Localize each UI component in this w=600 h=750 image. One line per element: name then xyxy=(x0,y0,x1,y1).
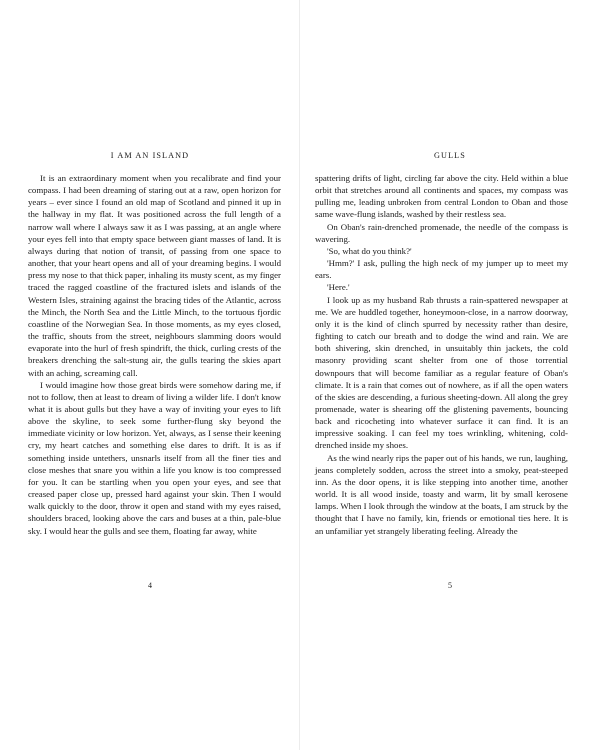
right-page xyxy=(300,0,600,750)
running-head: I AM AN ISLAND xyxy=(110,151,190,160)
paragraph: 'Hmm?' I ask, pulling the high neck of my jumper up to meet my ears. xyxy=(315,258,568,281)
body-text xyxy=(28,172,281,537)
paragraph: As the wind nearly rips the paper out of his hands, we run, laughing, jeans completely sodden, across the street into a smoky, peat-steeped inn. As the door opens, it is like stepping into another time, another world. It is all wood inside, toasty and warm, lit by small kerosene lamps. When I look through the window at the boats, I am struck by the thought that I have no family, kin, friends or emotional ties here. It is an unfamiliar yet strangely liberating feeling. Already the xyxy=(315,452,568,536)
paragraph: On Oban's rain-drenched promenade, the needle of the compass is wavering. xyxy=(315,221,568,244)
paragraph: I look up as my husband Rab thrusts a rain-spattered newspaper at me. We are huddled together, honeymoon-close, in a narrow doorway, only it is the kind of clinch spurred by necessity rather than desire, fighting to catch our breath and to dodge the wind and rain. We are both shivering, skin drenched, in unsuitably thin jackets, the cold masonry providing scant shelter from one of those torrential downpours that will become familiar as a regular feature of Oban's climate. It is a rain that comes out of nowhere, as if all the open waters of the skies are descending, a furious sheeting-down. All along the grey promenade, water is shearing off the glistening pavements, bouncing back and ricocheting into whatever surface it can find. It is an impressive soaking. I can feel my toes wrinkling, whitening, cold-drenched inside my shoes. xyxy=(315,294,568,451)
page-number: 5 xyxy=(448,581,452,590)
paragraph: 'So, what do you think?' xyxy=(327,245,412,256)
paragraph: 'Here.' xyxy=(327,282,350,293)
page-number: 4 xyxy=(148,581,152,590)
body-text xyxy=(315,172,568,537)
paragraph: It is an extraordinary moment when you recalibrate and find your compass. I had been dreaming of staring out at a raw, open horizon for years – ever since I found an old map of Scotland and pinned it up in the hallway in my flat. It was positioned across the full length of a narrow wall where I always saw it as I was passing, at an angle where your eyes fell into that empty space between giant masses of land. It is always during that notion of transit, of passing from one space to another, that your heart opens and all of your dreaming begins. I would press my nose to that thick paper, inhaling its musty scent, as my finger traced the ragged coastline of the fractured islets and islands of the Western Isles, straining against the bracing tides of the Atlantic, across the Minch, the North Sea and the Little Minch, to the tortuous fjordic coastline of the Norwegian Sea. In those moments, as my eyes closed, the traffic, shouts from the street, neighbours slamming doors would evaporate into the hurl of fresh spindrift, the thick, curling crests of the breakers drenching the salt-stung air, the gulls tearing the skies apart with an aching, screaming call. xyxy=(28,173,281,378)
paragraph: spattering drifts of light, circling far above the city. Held within a blue orbit that stretches around all continents and spaces, my compass was pulling me, leading unbroken from central London to Oban and those same wave-flung islands, washed by their restless sea. xyxy=(315,173,568,220)
paragraph: I would imagine how those great birds were somehow daring me, if not to follow, then at least to dream of living a wilder life. I don't know what it is about gulls but they have a way of inviting your eyes to lift above the skyline, to seek some further-flung sky beyond the immediate vicinity or low horizon. Yet, always, as I sense their keening cry, my heart catches and something else dares to drift. It is as if something inside untethers, unsnarls itself from all the finer ties and close meshes that snare you within a life you know is too compressed for you. It can be startling when you open your eyes, and see that creased paper close up, pressed hard against your skin. Then I would walk quickly to the door, throw it open and stand with my eyes raised, shoulders braced, looking above the cars and buses at a thin, pale-blue sky. I would hear the gulls and see them, floating far away, white xyxy=(28,379,281,536)
running-head: GULLS xyxy=(434,151,466,160)
